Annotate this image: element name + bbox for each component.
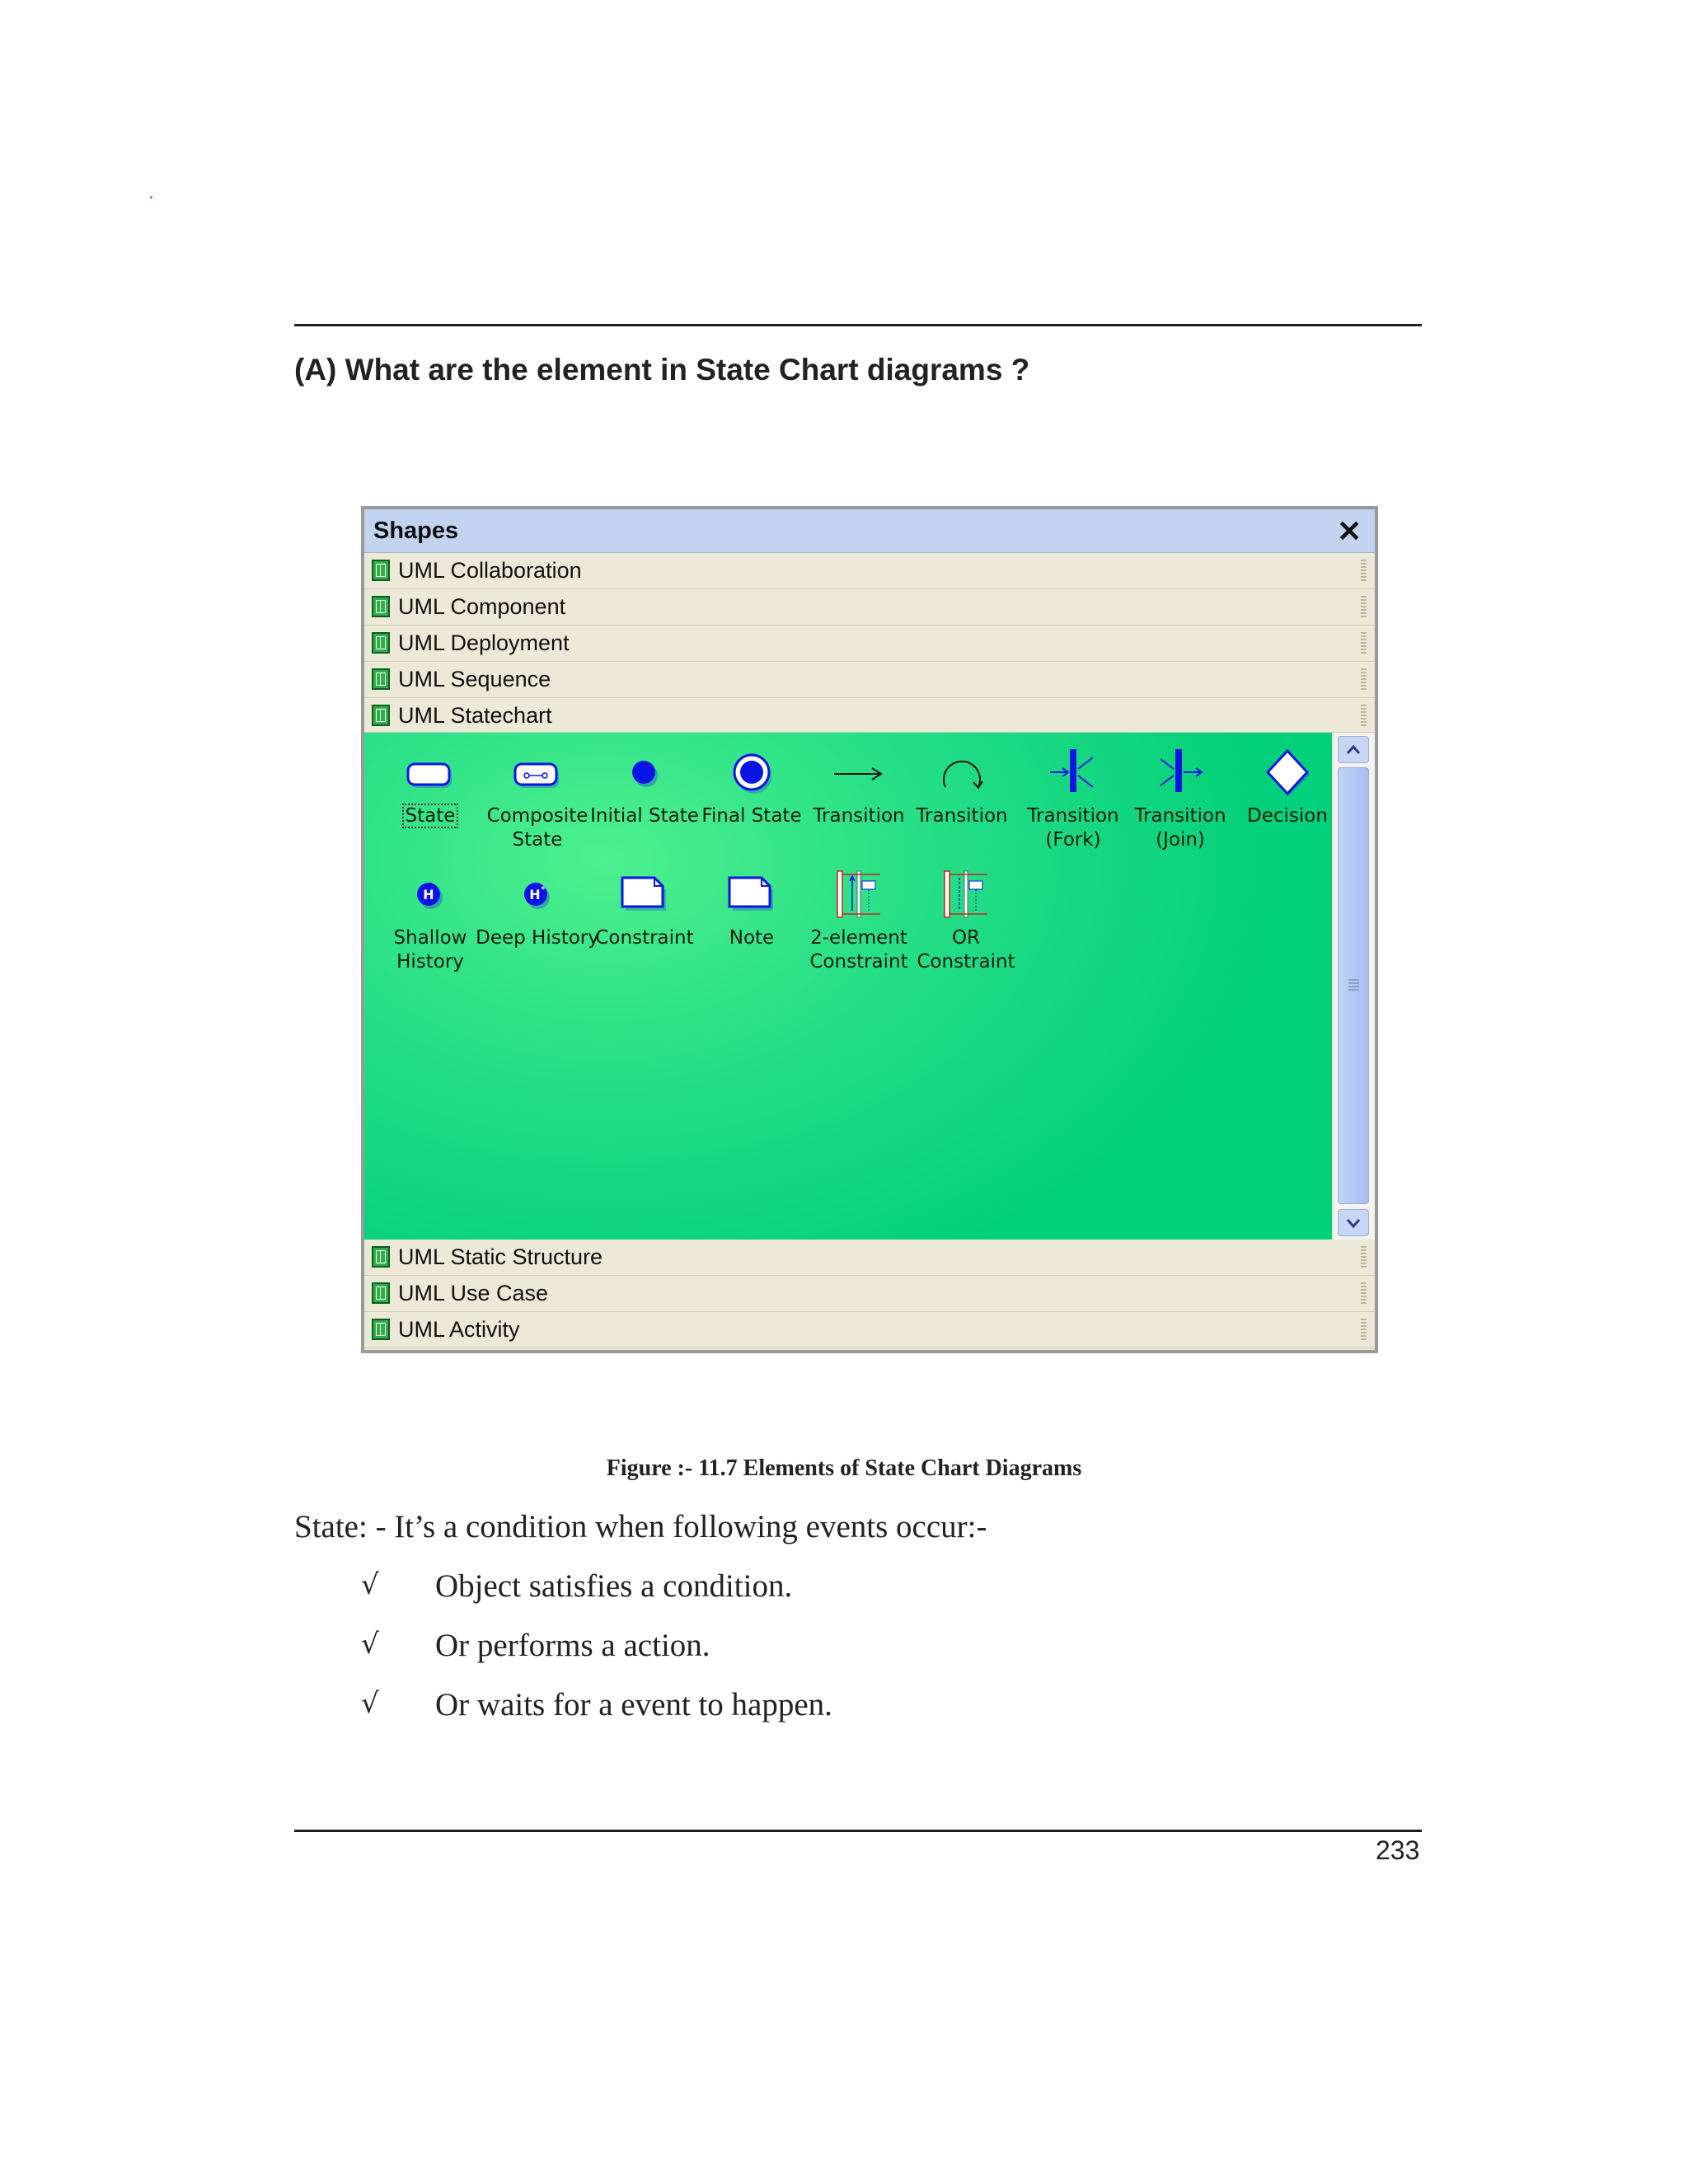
stencil-label: UML Activity bbox=[398, 1317, 520, 1342]
shape-transition[interactable] bbox=[805, 733, 912, 848]
shallow-history-icon bbox=[406, 869, 455, 919]
stencil-uml-collaboration[interactable] bbox=[364, 553, 1375, 589]
two-element-constraint-icon bbox=[834, 869, 884, 919]
shape-label: Final State bbox=[701, 805, 802, 827]
stencil-label: UML Static Structure bbox=[398, 1244, 603, 1269]
shape-label: Transition (Join) bbox=[1134, 805, 1226, 851]
shape-initial-state[interactable] bbox=[591, 733, 698, 848]
chevron-down-icon bbox=[1345, 1215, 1362, 1231]
state-icon bbox=[406, 748, 455, 797]
deep-history-icon bbox=[513, 869, 562, 919]
shape-state[interactable] bbox=[377, 733, 484, 848]
stencil-uml-statechart[interactable] bbox=[364, 698, 1375, 733]
stencil-icon bbox=[372, 1319, 390, 1340]
stencil-icon bbox=[372, 596, 390, 617]
shape-label: OR Constraint bbox=[917, 927, 1015, 972]
scroll-up-button[interactable] bbox=[1338, 736, 1369, 763]
shape-label: Decision bbox=[1247, 805, 1328, 827]
transition-arrow-icon bbox=[834, 748, 884, 797]
question-heading: (A) What are the element in State Chart diagrams ? bbox=[294, 353, 1030, 387]
stencil-icon bbox=[372, 705, 390, 726]
shape-deep-history[interactable] bbox=[476, 855, 599, 970]
stencil-label: UML Component bbox=[398, 594, 566, 619]
panel-title: Shapes bbox=[373, 518, 459, 544]
top-rule bbox=[294, 324, 1422, 326]
fork-icon bbox=[1048, 748, 1098, 797]
stencil-icon bbox=[372, 668, 390, 690]
svg-text:H: H bbox=[423, 887, 434, 902]
shape-label: Composite State bbox=[486, 805, 588, 851]
bullet-text: Or performs a action. bbox=[435, 1628, 710, 1663]
note-icon bbox=[727, 869, 776, 919]
stencil-uml-component[interactable] bbox=[364, 589, 1375, 626]
shape-label: State bbox=[405, 805, 456, 827]
stencil-uml-activity[interactable] bbox=[364, 1312, 1375, 1348]
check-mark: √ bbox=[361, 1628, 379, 1661]
stencil-label: UML Sequence bbox=[398, 667, 551, 691]
shape-or-constraint[interactable] bbox=[912, 855, 1020, 970]
panel-title-bar bbox=[364, 509, 1375, 553]
body-intro: State: - It’s a condition when following events occur:- bbox=[294, 1509, 987, 1544]
stencil-label: UML Use Case bbox=[398, 1281, 549, 1305]
bullet-text: Or waits for a event to happen. bbox=[435, 1687, 832, 1722]
scroll-thumb[interactable] bbox=[1338, 767, 1369, 1204]
grip-icon bbox=[1361, 632, 1367, 654]
check-mark: √ bbox=[361, 1687, 379, 1720]
shape-label: 2-element Constraint bbox=[809, 927, 908, 972]
self-transition-icon bbox=[937, 748, 987, 797]
shape-label: Transition (Fork) bbox=[1027, 805, 1119, 851]
shape-label: Transition bbox=[916, 805, 1008, 827]
figure-caption: Figure :- 11.7 Elements of State Chart Diagrams bbox=[606, 1455, 1082, 1481]
svg-text:H: H bbox=[529, 887, 541, 902]
stencil-label: UML Statechart bbox=[398, 703, 552, 728]
grip-icon bbox=[1361, 668, 1367, 690]
decision-icon bbox=[1263, 748, 1312, 797]
grip-icon bbox=[1361, 560, 1367, 581]
shapes-panel bbox=[361, 506, 1378, 1353]
close-icon[interactable]: ✕ bbox=[1337, 514, 1362, 548]
shape-self-transition[interactable] bbox=[908, 733, 1015, 848]
stencil-uml-static-structure[interactable] bbox=[364, 1240, 1375, 1276]
shape-label: Transition bbox=[813, 805, 905, 827]
stray-mark bbox=[150, 196, 152, 199]
stencil-label: UML Deployment bbox=[398, 630, 570, 655]
shape-label: Shallow History bbox=[393, 927, 467, 972]
bullet-text: Object satisfies a condition. bbox=[435, 1568, 793, 1604]
stencil-icon bbox=[372, 1282, 390, 1304]
grip-icon bbox=[1361, 1282, 1367, 1304]
page-number: 233 bbox=[1376, 1835, 1420, 1865]
shape-label: Constraint bbox=[595, 927, 694, 949]
grip-icon bbox=[1361, 705, 1367, 726]
shape-final-state[interactable] bbox=[698, 733, 805, 848]
composite-state-icon bbox=[513, 748, 562, 797]
chevron-up-icon bbox=[1345, 742, 1362, 758]
shape-label: Deep History bbox=[476, 927, 599, 949]
shape-label: Initial State bbox=[590, 805, 699, 827]
statechart-shapes-area bbox=[364, 733, 1332, 1240]
grip-icon bbox=[1361, 1246, 1367, 1268]
shape-transition-join[interactable] bbox=[1127, 733, 1234, 851]
shape-shallow-history[interactable] bbox=[377, 855, 484, 970]
svg-text:*: * bbox=[541, 885, 546, 894]
shape-note[interactable] bbox=[698, 855, 805, 970]
final-state-icon bbox=[727, 748, 776, 797]
check-mark: √ bbox=[361, 1568, 379, 1601]
initial-state-icon bbox=[620, 748, 669, 797]
stencil-uml-use-case[interactable] bbox=[364, 1276, 1375, 1312]
shape-constraint[interactable] bbox=[591, 855, 698, 970]
join-icon bbox=[1156, 748, 1205, 797]
constraint-icon bbox=[620, 869, 669, 919]
grip-icon bbox=[1348, 979, 1359, 991]
stencil-icon bbox=[372, 632, 390, 654]
stencil-uml-sequence[interactable] bbox=[364, 662, 1375, 698]
grip-icon bbox=[1361, 1319, 1367, 1340]
shape-transition-fork[interactable] bbox=[1020, 733, 1127, 851]
or-constraint-icon bbox=[941, 869, 991, 919]
grip-icon bbox=[1361, 596, 1367, 617]
vertical-scrollbar[interactable] bbox=[1334, 733, 1375, 1240]
stencil-icon bbox=[372, 560, 390, 581]
bottom-rule bbox=[294, 1830, 1422, 1832]
stencil-uml-deployment[interactable] bbox=[364, 626, 1375, 662]
shape-composite-state[interactable] bbox=[484, 733, 591, 851]
shape-two-element-constraint[interactable] bbox=[805, 855, 912, 970]
stencil-icon bbox=[372, 1246, 390, 1268]
scroll-down-button[interactable] bbox=[1338, 1209, 1369, 1236]
shape-label: Note bbox=[729, 927, 775, 949]
stencil-label: UML Collaboration bbox=[398, 558, 582, 583]
shape-decision[interactable] bbox=[1234, 733, 1341, 848]
